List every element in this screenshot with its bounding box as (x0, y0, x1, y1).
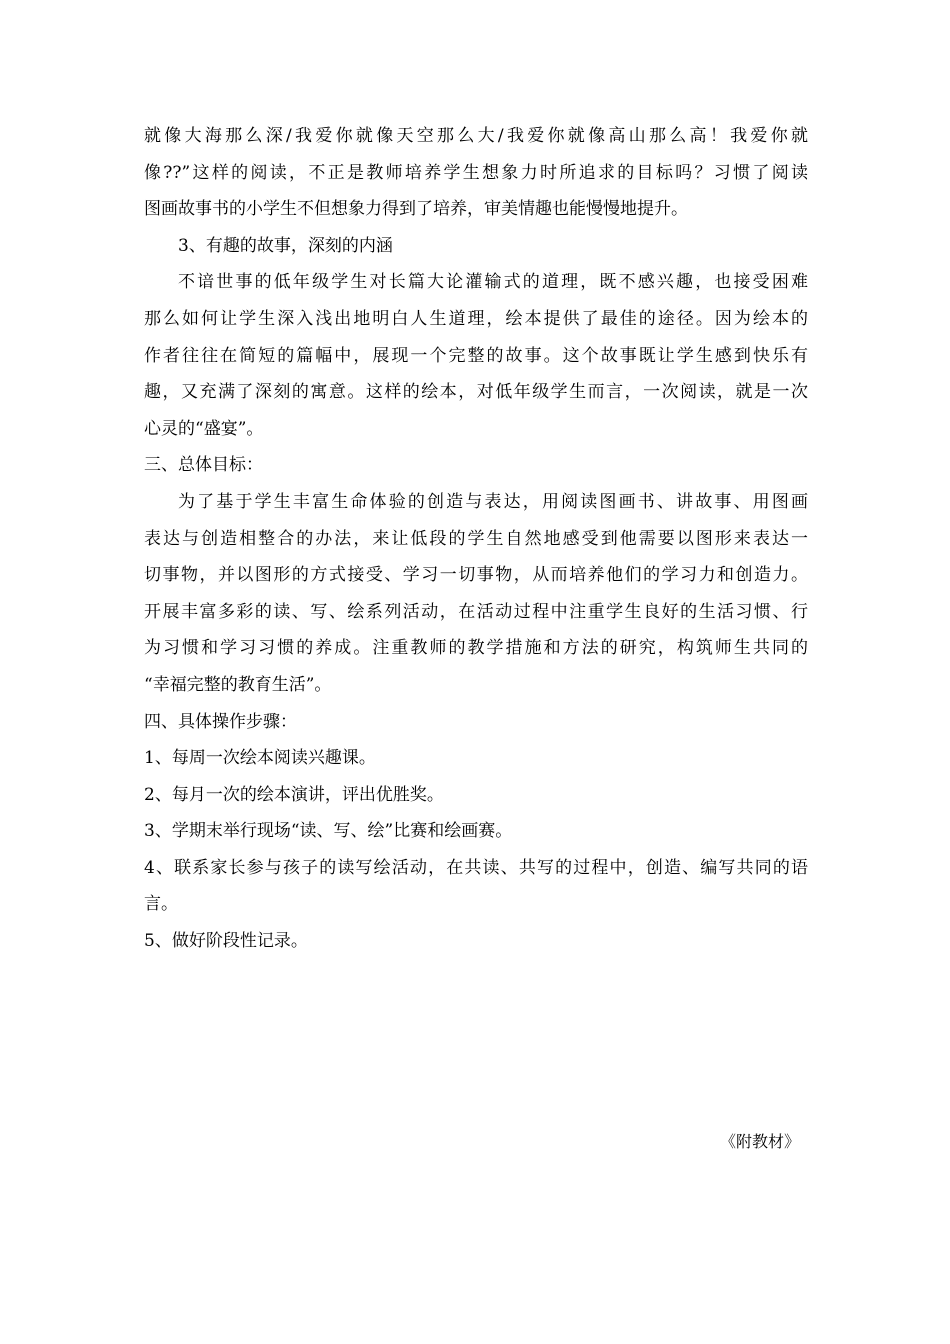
section-subheading: 3、有趣的故事，深刻的内涵 (178, 235, 393, 256)
section-heading: 四、具体操作步骤： (144, 711, 297, 732)
list-item-continuation: 言。 (144, 894, 178, 915)
paragraph-line: 不谙世事的低年级学生对长篇大论灌输式的道理，既不感兴趣，也接受困难 (178, 272, 808, 293)
paragraph-line: 为习惯和学习习惯的养成。注重教师的教学措施和方法的研究，构筑师生共同的 (144, 638, 808, 659)
document-body (144, 118, 808, 960)
paragraph-line: 心灵的“盛宴”。 (144, 418, 264, 439)
paragraph-line: 开展丰富多彩的读、写、绘系列活动，在活动过程中注重学生良好的生活习惯、行 (144, 601, 808, 622)
list-item: 4、联系家长参与孩子的读写绘活动，在共读、共写的过程中，创造、编写共同的语 (144, 857, 808, 878)
paragraph-line: 那么如何让学生深入浅出地明白人生道理，绘本提供了最佳的途径。因为绘本的 (144, 308, 808, 329)
paragraph-line: 作者往往在简短的篇幅中，展现一个完整的故事。这个故事既让学生感到快乐有 (144, 345, 808, 366)
list-item: 1、每周一次绘本阅读兴趣课。 (144, 748, 376, 769)
list-item: 3、学期末举行现场“读、写、绘”比赛和绘画赛。 (144, 821, 513, 842)
paragraph-line: 像??”这样的阅读，不正是教师培养学生想象力时所追求的目标吗？习惯了阅读 (144, 162, 808, 183)
list-item: 5、做好阶段性记录。 (144, 931, 308, 952)
section-heading: 三、总体目标： (144, 455, 263, 476)
paragraph-line: 图画故事书的小学生不但想象力得到了培养，审美情趣也能慢慢地提升。 (144, 199, 688, 220)
paragraph-line: 表达与创造相整合的办法，来让低段的学生自然地感受到他需要以图形来表达一 (144, 528, 808, 549)
appendix-note: 《附教材》 (719, 1132, 800, 1151)
paragraph-line: 为了基于学生丰富生命体验的创造与表达，用阅读图画书、讲故事、用图画 (178, 491, 808, 512)
list-item: 2、每月一次的绘本演讲，评出优胜奖。 (144, 784, 444, 805)
paragraph-line: 就像大海那么深/我爱你就像天空那么大/我爱你就像高山那么高！我爱你就 (144, 126, 808, 146)
paragraph-line: “幸福完整的教育生活”。 (144, 674, 332, 695)
paragraph-line: 切事物，并以图形的方式接受、学习一切事物，从而培养他们的学习力和创造力。 (144, 565, 808, 586)
paragraph-line: 趣，又充满了深刻的寓意。这样的绘本，对低年级学生而言，一次阅读，就是一次 (144, 382, 808, 403)
